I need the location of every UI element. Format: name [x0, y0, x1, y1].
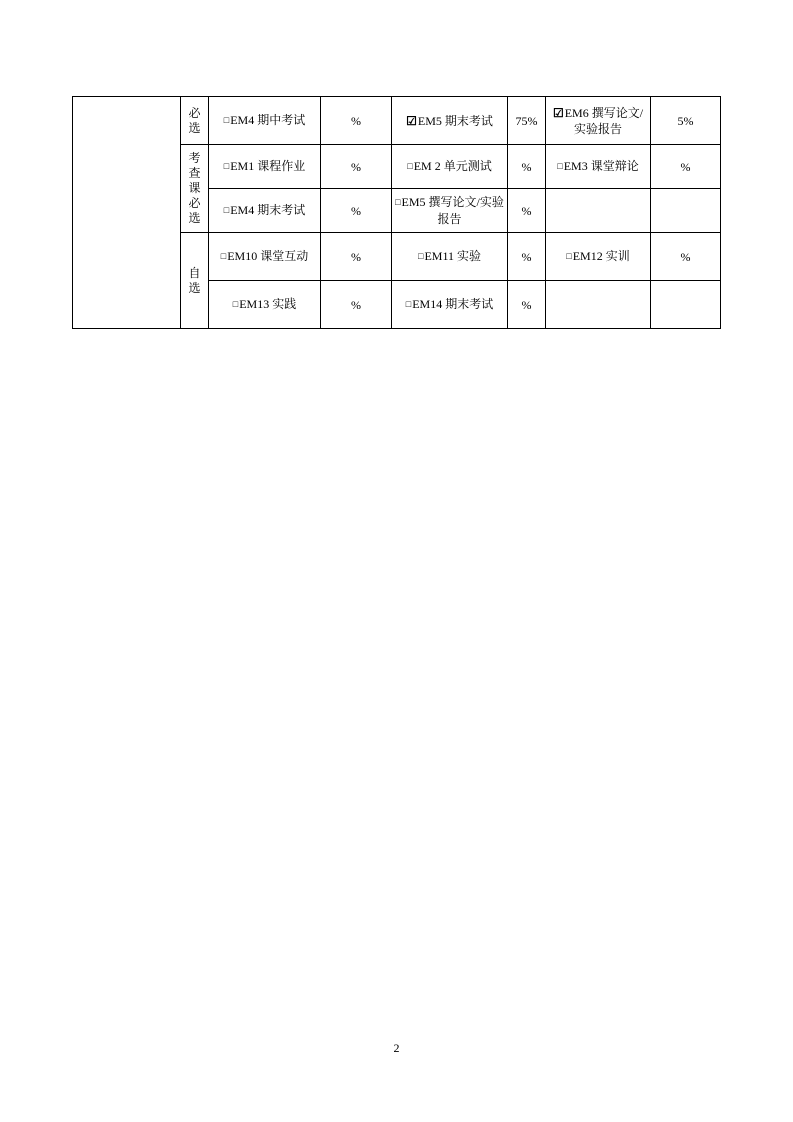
item-label: EM5 期末考试: [417, 113, 493, 128]
percent-cell: 75%: [508, 97, 546, 145]
percent-cell: %: [508, 281, 546, 329]
item-cell: [209, 281, 321, 329]
item-label: EM12 实训: [572, 249, 630, 263]
checked-checkbox-icon[interactable]: ☑: [406, 113, 417, 128]
item-label: EM4 期末考试: [230, 203, 306, 217]
item-cell: [209, 189, 321, 233]
item-label: EM13 实践: [239, 297, 297, 311]
checkbox-icon[interactable]: □: [220, 251, 227, 261]
checkbox-icon[interactable]: □: [232, 299, 239, 309]
percent-cell: 5%: [651, 97, 721, 145]
checkbox-icon[interactable]: □: [407, 161, 413, 171]
page-number: 2: [393, 1041, 400, 1055]
table-row: [73, 97, 721, 145]
item-cell: [209, 145, 321, 189]
item-label: EM5 撰写论文/实验报告: [401, 195, 504, 226]
item-cell: [209, 233, 321, 281]
section-label-elective: 自选: [181, 233, 209, 329]
checked-checkbox-icon[interactable]: ☑: [552, 105, 564, 120]
checkbox-icon[interactable]: □: [418, 251, 424, 261]
item-label: EM3 课堂辩论: [563, 159, 639, 173]
item-label: EM14 期末考试: [412, 297, 494, 311]
assessment-table: [72, 96, 721, 329]
checkbox-icon[interactable]: □: [566, 251, 572, 261]
percent-cell: %: [651, 145, 721, 189]
empty-cell: [651, 281, 721, 329]
section-label-exam-required: 考查课必选: [181, 145, 209, 233]
percent-cell: %: [321, 189, 392, 233]
percent-cell: %: [321, 281, 392, 329]
checkbox-icon[interactable]: □: [223, 161, 230, 171]
blank-left-cell: [73, 97, 181, 329]
item-label: EM11 实验: [424, 249, 481, 263]
item-label: EM 2 单元测试: [413, 159, 492, 173]
percent-cell: %: [508, 233, 546, 281]
item-cell: [392, 145, 508, 189]
checkbox-icon[interactable]: □: [223, 115, 230, 125]
item-cell: [392, 233, 508, 281]
item-cell: [546, 145, 651, 189]
percent-cell: %: [508, 145, 546, 189]
section-label-required: 必选: [181, 97, 209, 145]
item-cell: [392, 281, 508, 329]
percent-cell: %: [321, 233, 392, 281]
item-label: EM6 撰写论文/实验报告: [564, 105, 644, 136]
checkbox-icon[interactable]: □: [557, 161, 563, 171]
item-cell: [546, 97, 651, 145]
checkbox-icon[interactable]: □: [405, 299, 412, 309]
percent-cell: %: [508, 189, 546, 233]
empty-cell: [546, 189, 651, 233]
item-label: EM10 课堂互动: [227, 249, 309, 263]
percent-cell: %: [321, 97, 392, 145]
checkbox-icon[interactable]: □: [395, 197, 401, 207]
item-label: EM4 期中考试: [230, 113, 306, 127]
empty-cell: [651, 189, 721, 233]
checkbox-icon[interactable]: □: [223, 205, 230, 215]
item-cell: [209, 97, 321, 145]
item-label: EM1 课程作业: [230, 159, 306, 173]
percent-cell: %: [321, 145, 392, 189]
percent-cell: %: [651, 233, 721, 281]
empty-cell: [546, 281, 651, 329]
item-cell: [546, 233, 651, 281]
item-cell: [392, 189, 508, 233]
item-cell: [392, 97, 508, 145]
